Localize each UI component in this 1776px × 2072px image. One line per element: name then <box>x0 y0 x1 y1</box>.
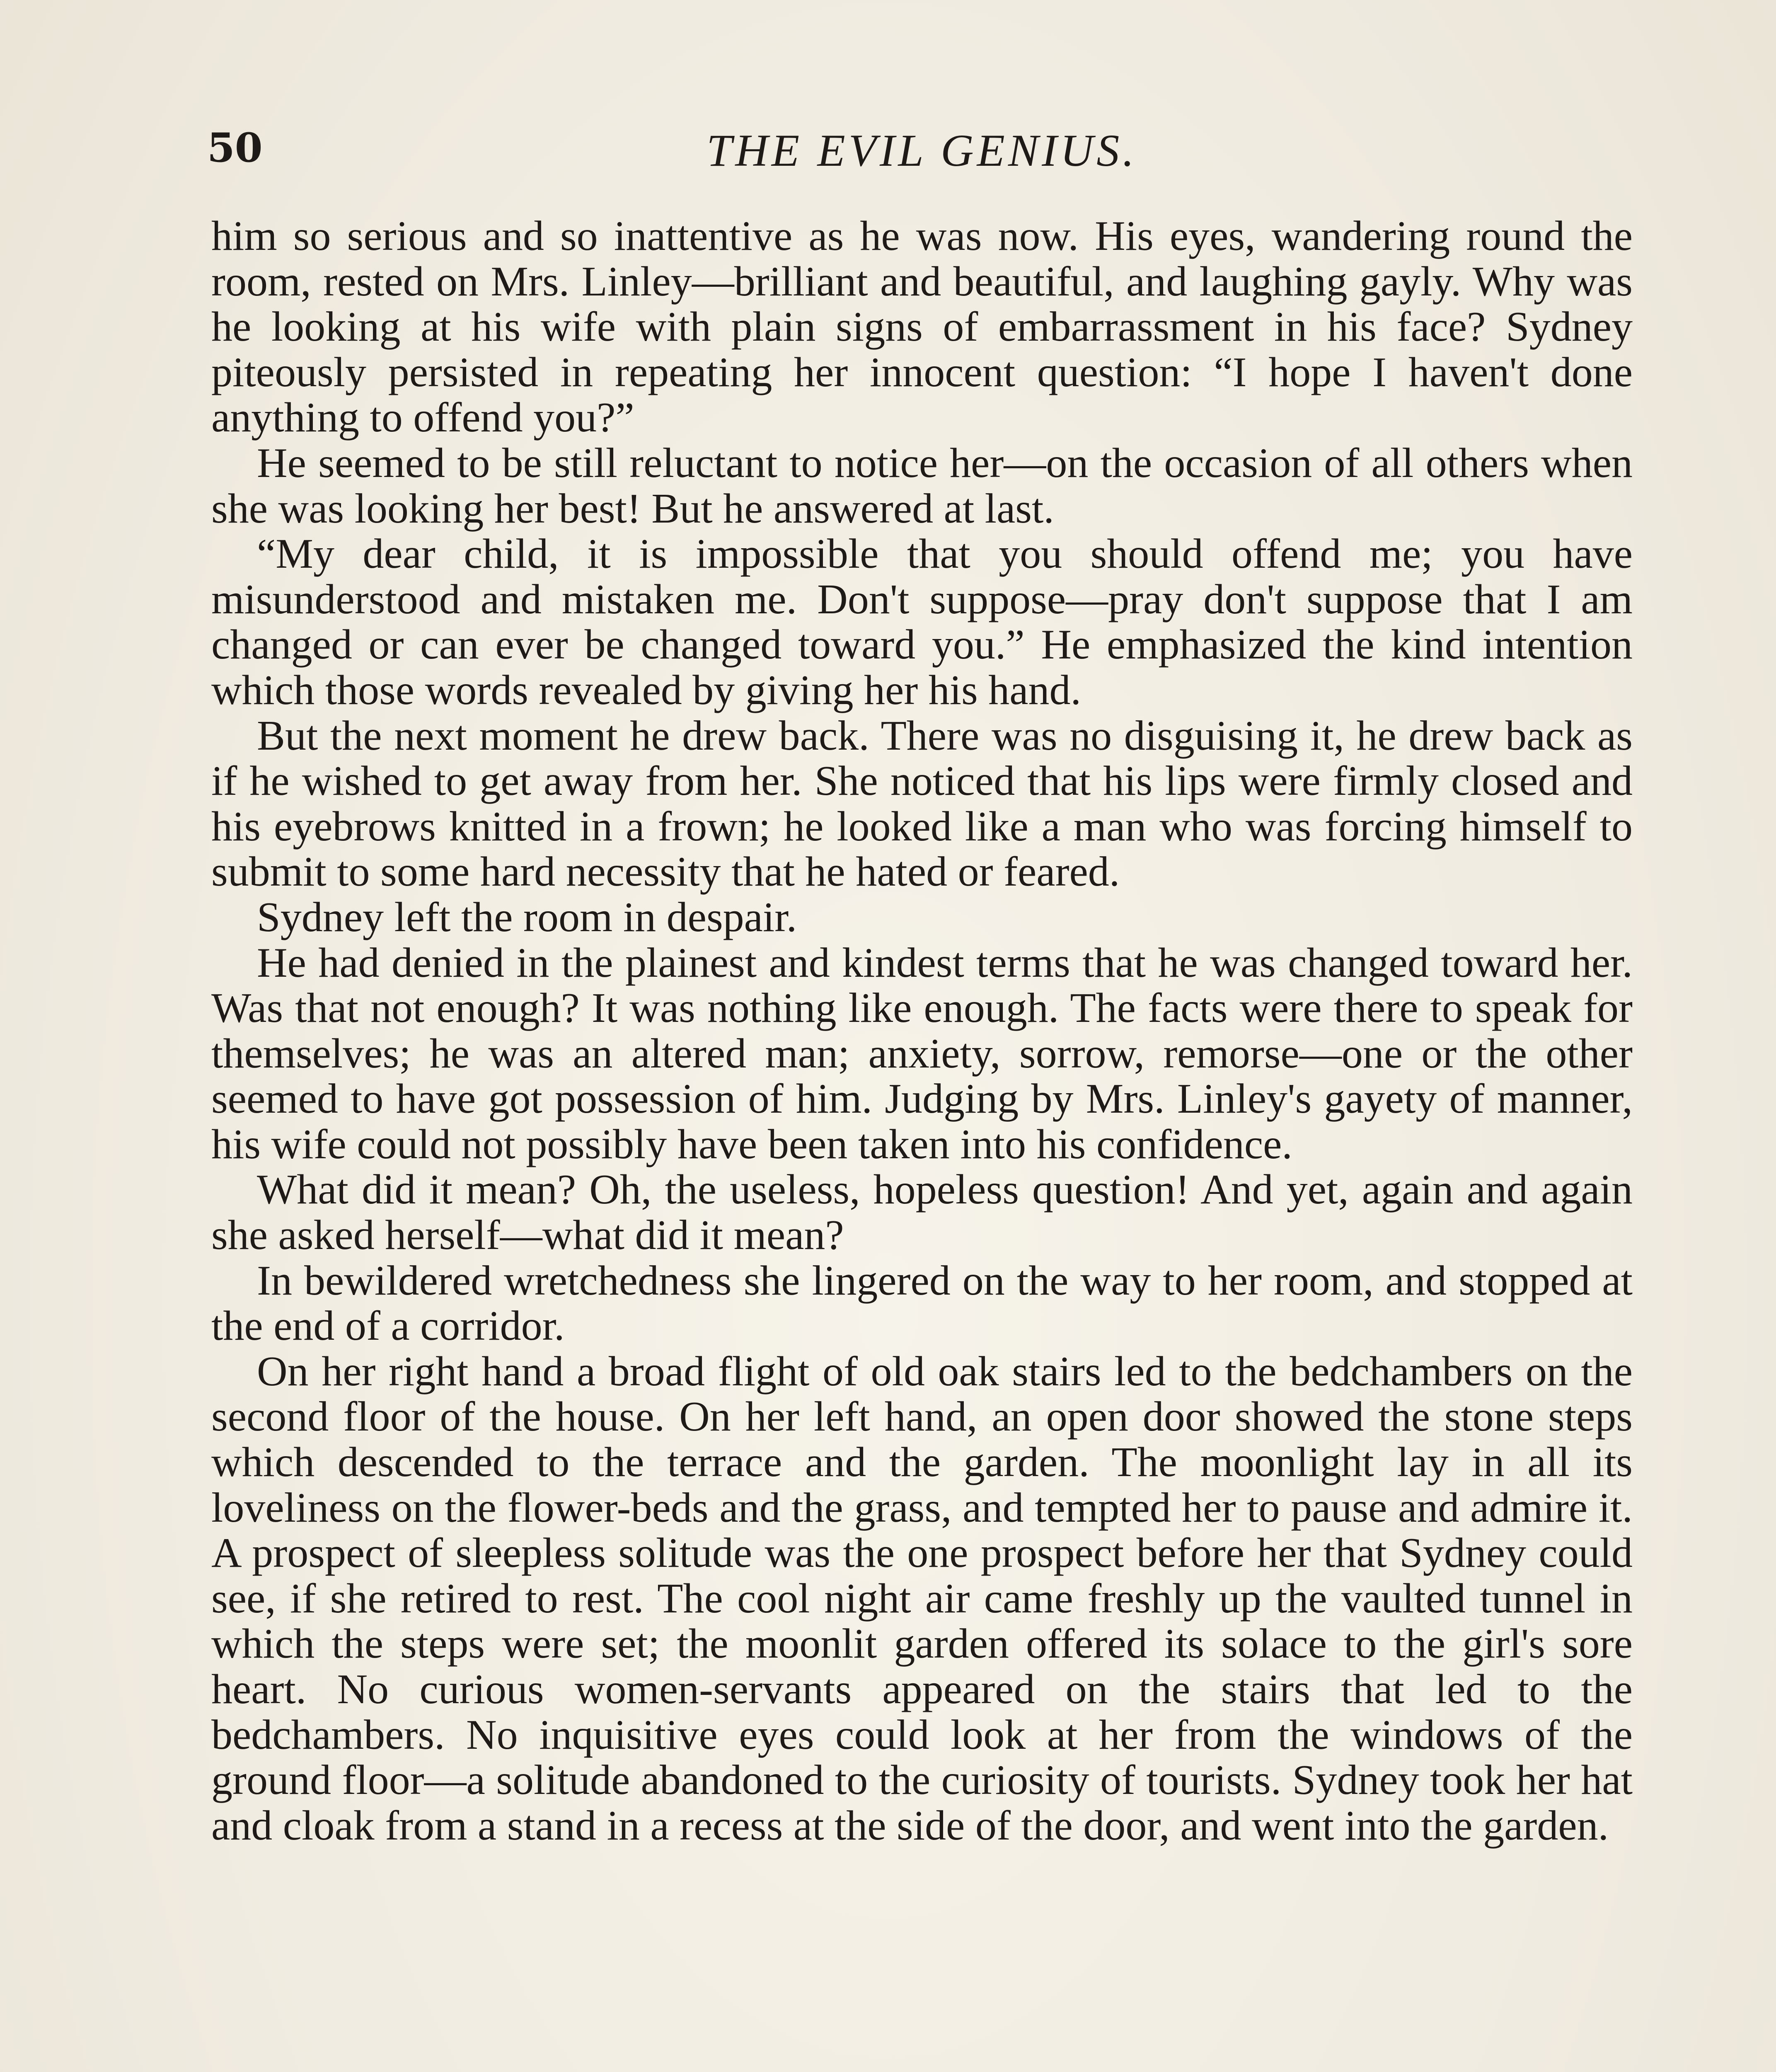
paragraph: He seemed to be still reluctant to notice her—on the occasion of all others when she was looking her best! But he answered at last. <box>211 439 1633 532</box>
paragraph: He had denied in the plainest and kindest terms that he was changed toward her. Was that not enough? It was nothing like enough. The facts were there to speak for themselves; he was an altered man; anxiety, sorrow, remorse—one or the other seemed to have got possession of him. Judging by Mrs. Linley's gayety of manner, his wife could not possibly have been taken into his confidence. <box>211 939 1633 1168</box>
body-text <box>211 213 1633 1848</box>
running-title: THE EVIL GENIUS. <box>707 125 1137 176</box>
page-header <box>207 120 1637 186</box>
paragraph: In bewildered wretchedness she lingered on the way to her room, and stopped at the end of a corridor. <box>211 1257 1633 1350</box>
paragraph: On her right hand a broad flight of old oak stairs led to the bedchambers on the second floor of the house. On her left hand, an open door showed the stone steps which descended to the terrace and the garden. The moonlight lay in all its loveliness on the flower-beds and the grass, and tempted her to pause and admire it. A prospect of sleepless solitude was the one prospect before her that Sydney could see, if she retired to rest. The cool night air came freshly up the vaulted tunnel in which the steps were set; the moonlit garden offered its solace to the girl's sore heart. No curious women-servants appeared on the stairs that led to the bedchambers. No inquisitive eyes could look at her from the windows of the ground floor—a solitude abandoned to the curiosity of tourists. Sydney took her hat and cloak from a stand in a recess at the side of the door, and went into the garden. <box>211 1348 1633 1849</box>
paragraph: “My dear child, it is impossible that you should offend me; you have misunderstood and mistaken me. Don't suppose—pray don't suppose that I am changed or can ever be changed toward you.” He emphasized the kind intention which those words revealed by giving her his hand. <box>211 530 1633 714</box>
paragraph: Sydney left the room in despair. <box>257 893 797 941</box>
page-number: 50 <box>207 124 263 171</box>
paragraph: him so serious and so inattentive as he was now. His eyes, wandering round the room, rested on Mrs. Linley—brilliant and beautiful, and laughing gayly. Why was he looking at his wife with plain signs of embarrassment in his face? Sydney piteously persisted in repeating her innocent question: “I hope I haven't done anything to offend you?” <box>211 213 1633 441</box>
paragraph: What did it mean? Oh, the useless, hopeless question! And yet, again and again she asked herself—what did it mean? <box>211 1166 1633 1259</box>
paragraph: But the next moment he drew back. There was no disguising it, he drew back as if he wished to get away from her. She noticed that his lips were firmly closed and his eyebrows knitted in a frown; he looked like a man who was forcing himself to submit to some hard necessity that he hated or feared. <box>211 712 1633 896</box>
